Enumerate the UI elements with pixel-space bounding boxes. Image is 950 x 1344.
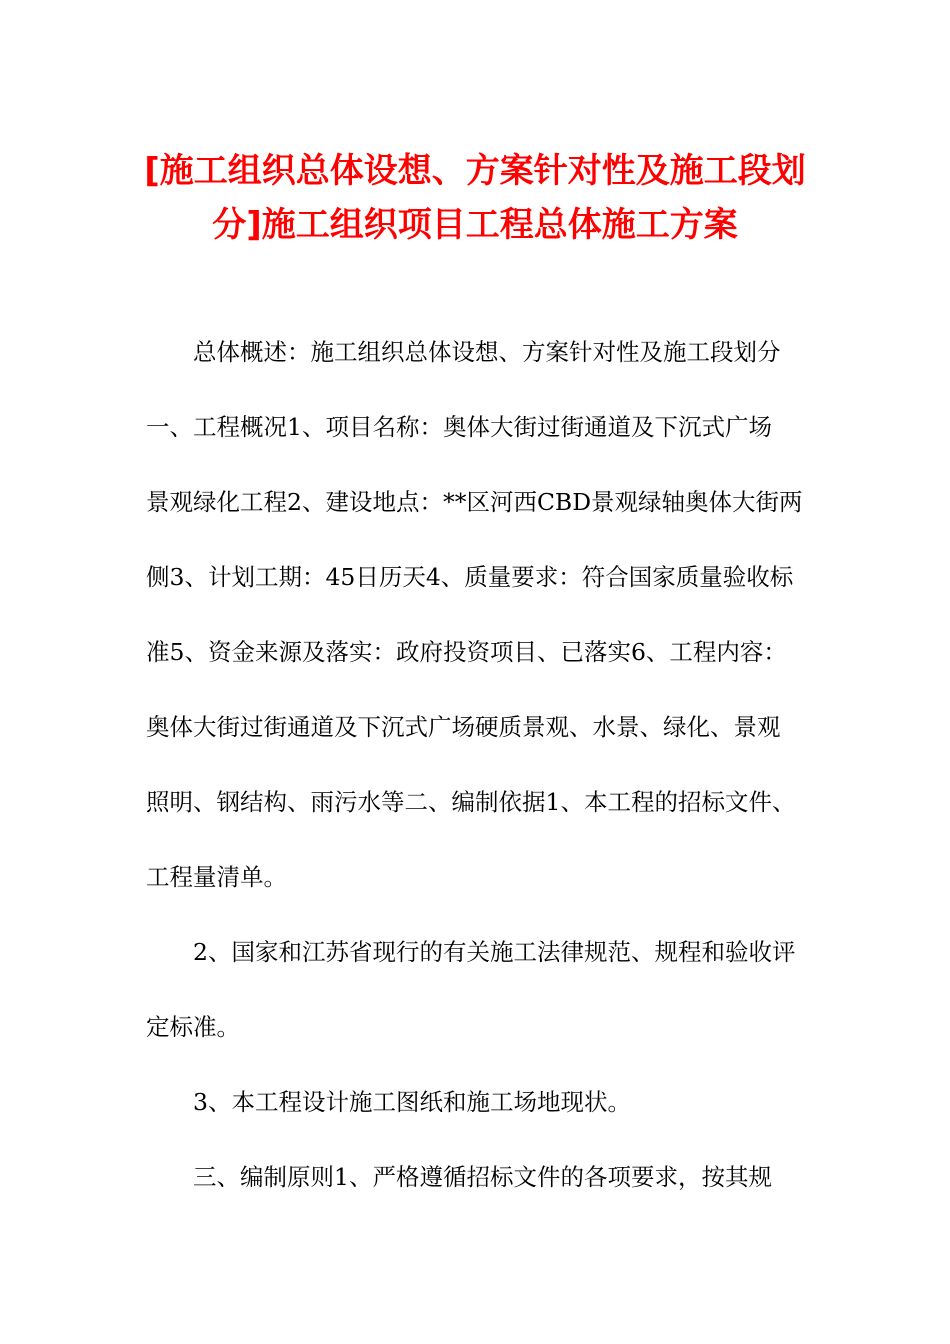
- body-line: 照明、钢结构、雨污水等二、编制依据1、本工程的招标文件、: [146, 788, 796, 816]
- body-line-paragraph-start: 3、本工程设计施工图纸和施工场地现状。: [193, 1088, 631, 1116]
- body-line: 一、工程概况1、项目名称：奥体大街过街通道及下沉式广场: [146, 413, 772, 441]
- body-line: 奥体大街过街通道及下沉式广场硬质景观、水景、绿化、景观: [146, 713, 781, 741]
- document-title-line-2: 分]施工组织项目工程总体施工方案: [212, 205, 738, 245]
- body-line-paragraph-start: 三、编制原则1、严格遵循招标文件的各项要求，按其规: [193, 1163, 772, 1191]
- document-title: [100, 144, 850, 252]
- body-line: 景观绿化工程2、建设地点：**区河西CBD景观绿轴奥体大街两: [146, 488, 803, 516]
- body-line-paragraph-start: 2、国家和江苏省现行的有关施工法律规范、规程和验收评: [193, 938, 796, 966]
- body-line-overview: 总体概述：施工组织总体设想、方案针对性及施工段划分: [193, 338, 781, 366]
- body-line: 侧3、计划工期：45日历天4、质量要求：符合国家质量验收标: [146, 563, 794, 591]
- document-title-line-1: [施工组织总体设想、方案针对性及施工段划: [144, 151, 806, 191]
- body-line: 工程量清单。: [146, 863, 287, 891]
- body-line: 定标准。: [146, 1013, 240, 1041]
- document-body: [146, 322, 810, 1222]
- body-line: 准5、资金来源及落实：政府投资项目、已落实6、工程内容：: [146, 638, 787, 666]
